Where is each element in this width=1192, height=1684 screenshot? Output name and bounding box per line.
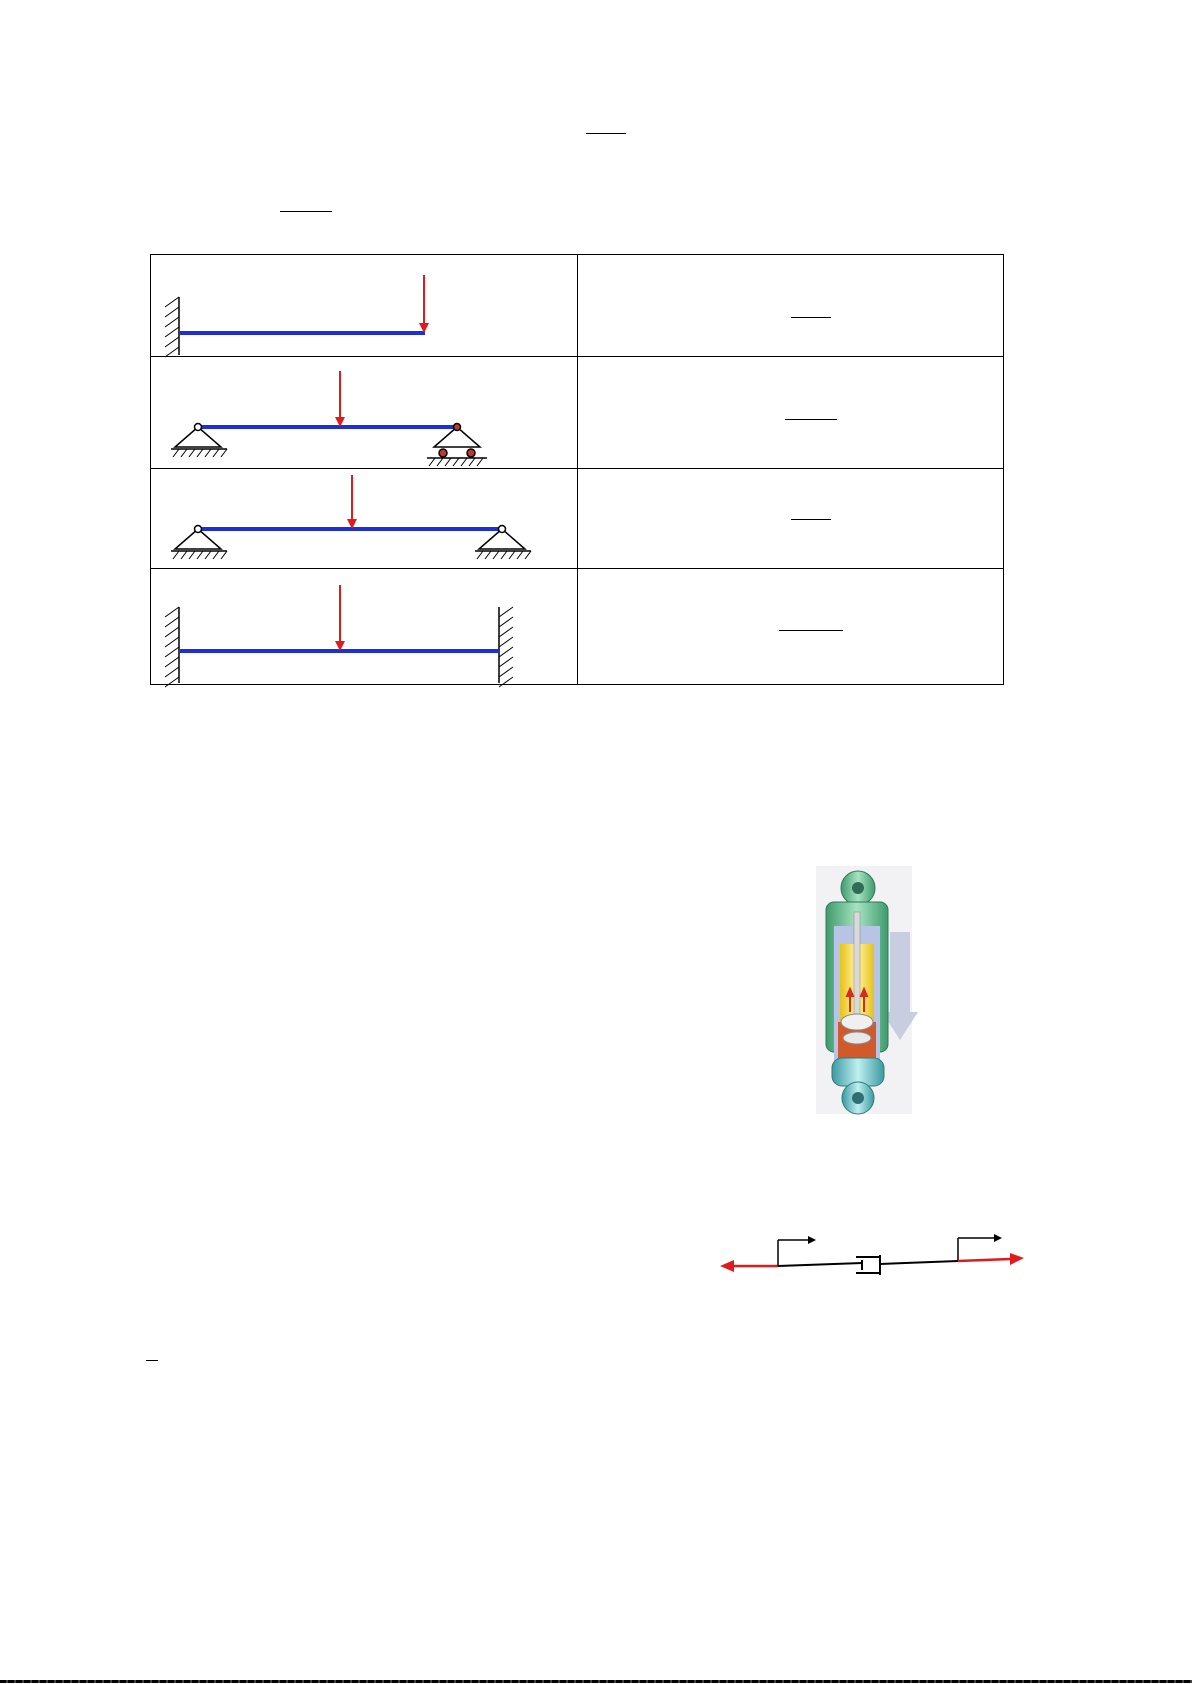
wall-hatch-right xyxy=(499,607,513,687)
wall-hatch-left xyxy=(165,607,179,687)
force-arrow-right xyxy=(958,1253,1024,1265)
simply-supported-roller-diagram xyxy=(161,365,561,465)
displacement-marker-right xyxy=(958,1234,1002,1261)
formula-fraction-bar-3 xyxy=(791,519,831,520)
table-row-divider xyxy=(151,356,1003,357)
simply-supported-pinned-diagram xyxy=(161,475,561,565)
load-arrow xyxy=(335,585,345,651)
roller-support-right xyxy=(427,424,487,467)
cantilever-beam-diagram xyxy=(161,263,561,353)
beam-table xyxy=(150,254,1004,685)
formula-fraction-bar-4 xyxy=(779,630,843,631)
table-column-divider xyxy=(577,255,578,684)
wall-hatch-left xyxy=(165,297,179,357)
force-arrow-left xyxy=(720,1260,778,1272)
table-row-divider xyxy=(151,568,1003,569)
shock-absorber-illustration xyxy=(808,862,920,1118)
damper-symbol xyxy=(778,1255,958,1275)
load-arrow xyxy=(347,475,357,529)
displacement-marker-left xyxy=(778,1236,816,1266)
damper-force-diagram xyxy=(712,1222,1032,1274)
fraction-bar-header-2 xyxy=(280,211,332,212)
load-arrow xyxy=(419,275,429,333)
piston-rod xyxy=(854,912,860,1022)
load-arrow xyxy=(335,371,345,427)
formula-fraction-bar-2 xyxy=(785,419,837,420)
fraction-bar-footnote xyxy=(146,1360,158,1361)
formula-fraction-bar-1 xyxy=(791,317,831,318)
piston-valve xyxy=(841,1014,873,1030)
fraction-bar-header-1 xyxy=(586,133,626,134)
page-bottom-rule xyxy=(0,1680,1192,1683)
fixed-fixed-beam-diagram xyxy=(161,573,561,683)
table-row-divider xyxy=(151,468,1003,469)
